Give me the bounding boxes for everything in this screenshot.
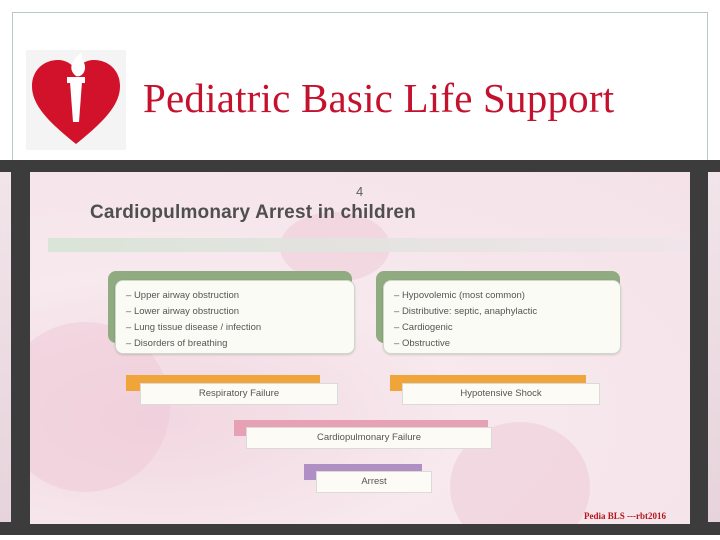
list-item: – Lung tissue disease / infection: [126, 320, 354, 336]
next-slide-edge[interactable]: [708, 172, 720, 522]
page-title: Pediatric Basic Life Support: [143, 75, 615, 121]
list-item: – Disorders of breathing: [126, 336, 354, 352]
list-item: – Distributive: septic, anaphylactic: [394, 304, 620, 320]
hypotensive-shock-box: Hypotensive Shock: [402, 383, 600, 405]
slide-number: 4: [356, 184, 364, 199]
slide-heading: Cardiopulmonary Arrest in children: [90, 202, 416, 223]
respiratory-failure-box: Respiratory Failure: [140, 383, 338, 405]
list-item: – Upper airway obstruction: [126, 288, 354, 304]
footer-note: Pedia BLS ---rbt2016: [584, 511, 666, 521]
list-item: – Obstructive: [394, 336, 620, 352]
cardiopulmonary-failure-box: Cardiopulmonary Failure: [246, 427, 492, 449]
shock-causes-box: [383, 280, 621, 354]
heading-underline-bar: [48, 238, 688, 252]
previous-slide-edge[interactable]: [0, 172, 11, 522]
list-item: – Lower airway obstruction: [126, 304, 354, 320]
slide-image: [30, 172, 690, 524]
respiratory-causes-box: [115, 280, 355, 354]
heart-torch-icon: [26, 50, 126, 150]
list-item: – Cardiogenic: [394, 320, 620, 336]
arrest-box: Arrest: [316, 471, 432, 493]
list-item: – Hypovolemic (most common): [394, 288, 620, 304]
